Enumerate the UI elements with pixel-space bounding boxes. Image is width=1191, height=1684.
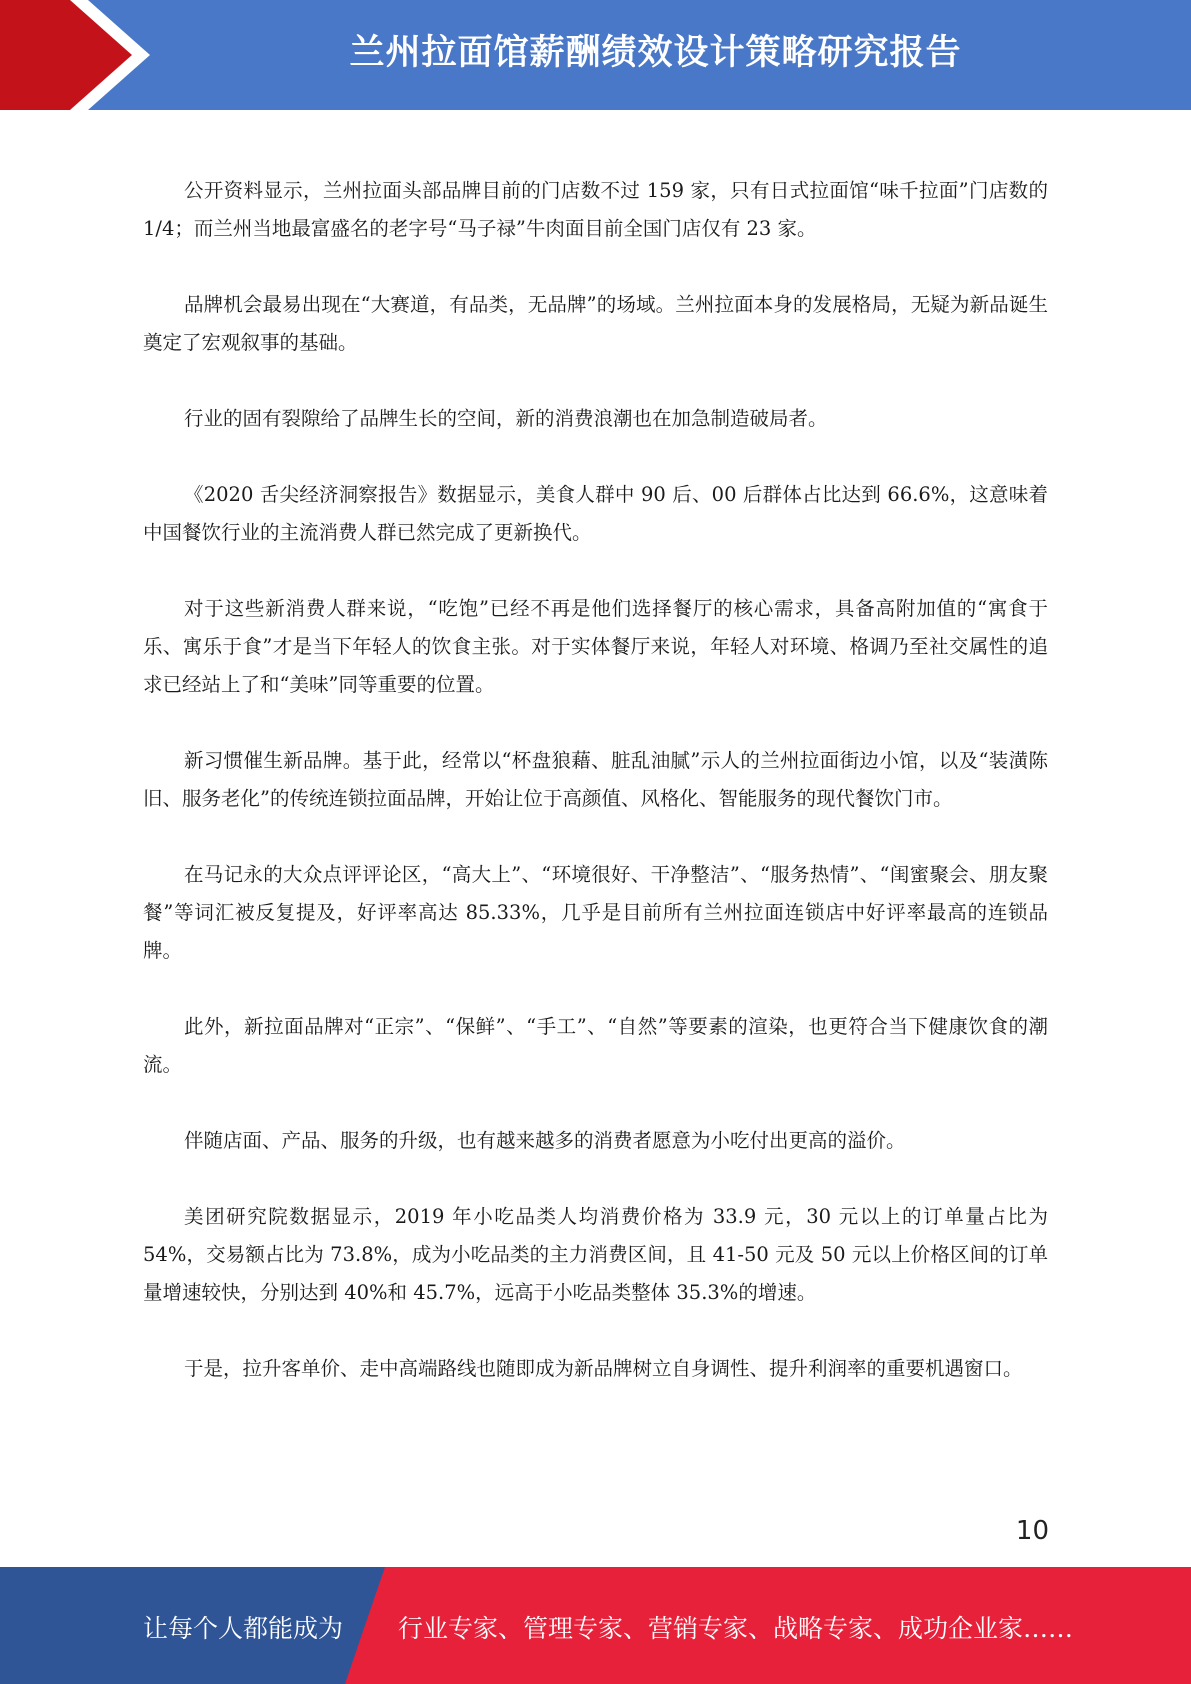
footer-slogan-left: 让每个人都能成为 — [143, 1614, 344, 1643]
paragraph: 对于这些新消费人群来说，“吃饱”已经不再是他们选择餐厅的核心需求，具备高附加值的“寓食于乐、寓乐于食”才是当下年轻人的饮食主张。对于实体餐厅来说，年轻人对环境、格调乃至社交属性的追求已经站上了和“美味”同等重要的位置。 — [143, 597, 1048, 696]
paragraph: 美团研究院数据显示，2019 年小吃品类人均消费价格为 33.9 元，30 元以上的订单量占比为 54%，交易额占比为 73.8%，成为小吃品类的主力消费区间，且 41-50 元及 50 元以上价格区间的订单量增速较快，分别达到 40%和 45.7%，远高于小吃品类整体 35.3%的增速。 — [143, 1205, 1048, 1304]
page-header — [0, 0, 1191, 110]
paragraph: 于是，拉升客单价、走中高端路线也随即成为新品牌树立自身调性、提升利润率的重要机遇窗口。 — [184, 1357, 1023, 1380]
paragraph: 伴随店面、产品、服务的升级，也有越来越多的消费者愿意为小吃付出更高的溢价。 — [184, 1129, 906, 1152]
document-title: 兰州拉面馆薪酬绩效设计策略研究报告 — [349, 33, 962, 73]
paragraph: 《2020 舌尖经济洞察报告》数据显示，美食人群中 90 后、00 后群体占比达到 66.6%，这意味着中国餐饮行业的主流消费人群已然完成了更新换代。 — [143, 483, 1048, 544]
page-number: 10 — [1015, 1516, 1049, 1546]
paragraph: 新习惯催生新品牌。基于此，经常以“杯盘狼藉、脏乱油腻”示人的兰州拉面街边小馆，以及“装潢陈旧、服务老化”的传统连锁拉面品牌，开始让位于高颜值、风格化、智能服务的现代餐饮门市。 — [143, 749, 1048, 810]
footer-slogan-right: 行业专家、管理专家、营销专家、战略专家、成功企业家…… — [398, 1614, 1074, 1643]
paragraph: 行业的固有裂隙给了品牌生长的空间，新的消费浪潮也在加急制造破局者。 — [184, 407, 828, 430]
paragraph: 品牌机会最易出现在“大赛道，有品类，无品牌”的场域。兰州拉面本身的发展格局，无疑为新品诞生奠定了宏观叙事的基础。 — [143, 293, 1048, 354]
paragraph: 公开资料显示，兰州拉面头部品牌目前的门店数不过 159 家，只有日式拉面馆“味千拉面”门店数的 1/4；而兰州当地最富盛名的老字号“马子禄”牛肉面目前全国门店仅有 23 家。 — [143, 179, 1048, 240]
paragraph: 此外，新拉面品牌对“正宗”、“保鲜”、“手工”、“自然”等要素的渲染，也更符合当下健康饮食的潮流。 — [143, 1015, 1048, 1076]
page-footer — [0, 1567, 1191, 1684]
article-body — [143, 172, 1048, 1426]
paragraph: 在马记永的大众点评评论区，“高大上”、“环境很好、干净整洁”、“服务热情”、“闺蜜聚会、朋友聚餐”等词汇被反复提及，好评率高达 85.33%，几乎是目前所有兰州拉面连锁店中好评率最高的连锁品牌。 — [143, 863, 1048, 962]
